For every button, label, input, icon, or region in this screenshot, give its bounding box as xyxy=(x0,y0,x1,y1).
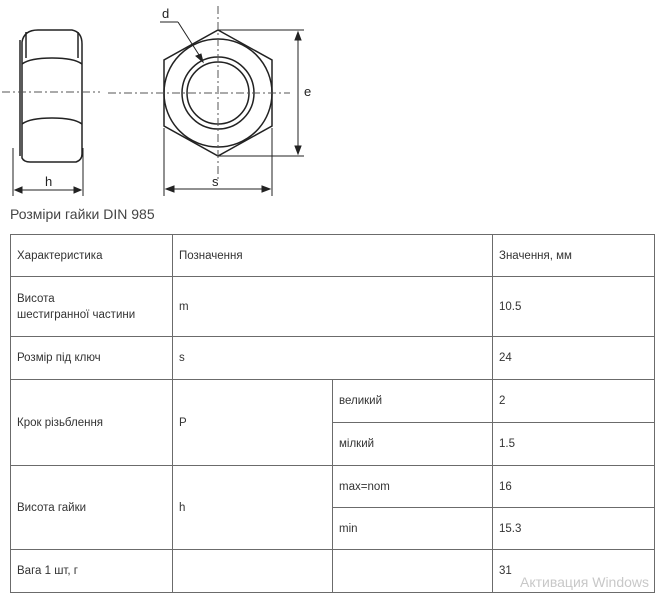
nut-side-view xyxy=(20,30,82,162)
windows-activation-watermark: Активация Windows xyxy=(520,574,650,590)
cell-characteristic xyxy=(11,277,173,337)
cell-characteristic: Крок різьблення xyxy=(11,380,173,466)
cell-sub-label: великий xyxy=(333,380,493,423)
cell-value: 15.3 xyxy=(493,508,655,550)
table-row xyxy=(11,337,655,380)
table-row xyxy=(11,277,655,337)
cell-symbol: h xyxy=(173,466,333,550)
label-e: e xyxy=(304,84,312,99)
table-row xyxy=(11,466,655,508)
page-title: Розміри гайки DIN 985 xyxy=(10,206,155,222)
cell-value: 2 xyxy=(493,380,655,423)
cell-characteristic: Висота гайки xyxy=(11,466,173,550)
label-d: d xyxy=(162,6,170,21)
cell-value: 1.5 xyxy=(493,423,655,466)
cell-value: 31 xyxy=(493,550,655,593)
nut-technical-drawing xyxy=(0,0,340,200)
nut-dimensions-table xyxy=(10,234,655,593)
table-header-row xyxy=(11,235,655,277)
cell-characteristic: Розмір під ключ xyxy=(11,337,173,380)
e-dimension xyxy=(218,30,304,156)
cell-symbol: s xyxy=(173,337,493,380)
label-h: h xyxy=(45,174,53,189)
header-value: Значення, мм xyxy=(493,235,655,277)
cell-symbol xyxy=(173,550,333,593)
cell-sub-label: мілкий xyxy=(333,423,493,466)
cell-sub-label-empty xyxy=(333,550,493,593)
cell-value: 10.5 xyxy=(493,277,655,337)
cell-sub-label: max=nom xyxy=(333,466,493,508)
characteristic-line: Висота xyxy=(17,292,55,305)
label-s: s xyxy=(212,174,219,189)
table-row xyxy=(11,380,655,423)
cell-value: 24 xyxy=(493,337,655,380)
characteristic-line: шестигранної частини xyxy=(17,308,136,321)
cell-value: 16 xyxy=(493,466,655,508)
cell-sub-label: min xyxy=(333,508,493,550)
cell-symbol: P xyxy=(173,380,333,466)
cell-characteristic: Вага 1 шт, г xyxy=(11,550,173,593)
cell-symbol: m xyxy=(173,277,493,337)
header-characteristic: Характеристика xyxy=(11,235,173,277)
header-symbol: Позначення xyxy=(173,235,493,277)
